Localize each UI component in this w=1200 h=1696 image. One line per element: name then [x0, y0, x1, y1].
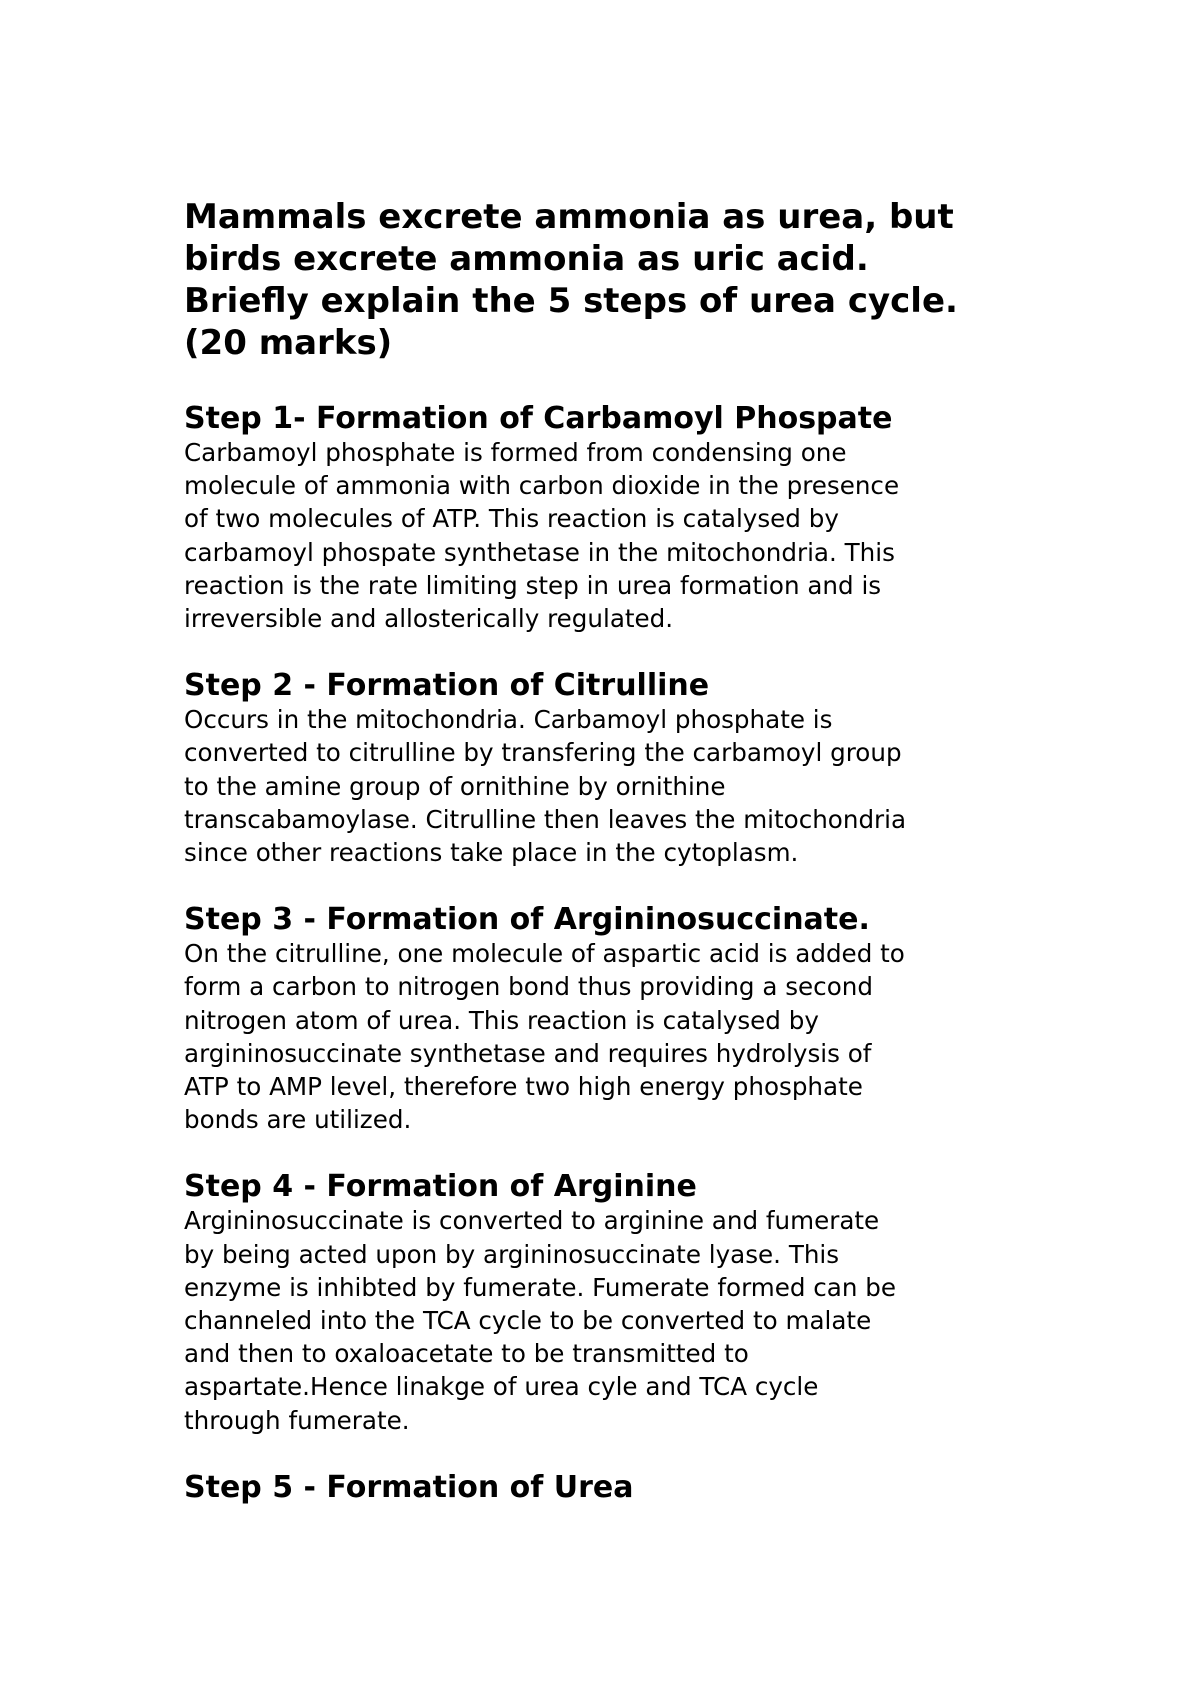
document-page — [184, 196, 1064, 1539]
step-5-heading: Step 5 - Formation of Urea — [184, 1469, 634, 1505]
step-3-heading: Step 3 - Formation of Argininosuccinate. — [184, 902, 870, 938]
step-2-body: Occurs in the mitochondria. Carbamoyl phosphate is converted to citrulline by transfering the carbamoyl group to the amine group of ornithine by ornithine transcabamoylase. Citrulline then leaves the mitochondria since other reactions take place in the cytoplasm. — [184, 705, 907, 868]
question-title: Mammals excrete ammonia as urea, but birds excrete ammonia as uric acid. Briefly explain the 5 steps of urea cycle. (20 marks) — [184, 197, 958, 363]
step-3-section — [184, 903, 1064, 1136]
step-4-section — [184, 1170, 1064, 1436]
step-1-heading: Step 1- Formation of Carbamoyl Phospate — [184, 401, 893, 436]
step-3-body: On the citrulline, one molecule of aspartic acid is added to form a carbon to nitrogen bond thus providing a second nitrogen atom of urea. This reaction is catalysed by argininosuccinate synthetase and requires hydrolysis of ATP to AMP level, therefore two high energy phosphate bonds are utilized. — [184, 939, 905, 1135]
step-2-heading: Step 2 - Formation of Citrulline — [184, 668, 710, 704]
step-2-section — [184, 669, 1064, 869]
step-4-heading: Step 4 - Formation of Arginine — [184, 1169, 697, 1205]
step-1-section — [184, 402, 1064, 635]
step-5-section — [184, 1471, 1064, 1505]
step-1-body: Carbamoyl phosphate is formed from condensing one molecule of ammonia with carbon dioxide in the presence of two molecules of ATP. This reaction is catalysed by carbamoyl phospate synthetase in the mitochondria. This reaction is the rate limiting step in urea formation and is irreversible and allosterically regulated. — [184, 438, 900, 634]
step-4-body: Argininosuccinate is converted to arginine and fumerate by being acted upon by argininosuccinate lyase. This enzyme is inhibted by fumerate. Fumerate formed can be channeled into the TCA cycle to be converted to malate and then to oxaloacetate to be transmitted to aspartate.Hence linakge of urea cyle and TCA cycle through fumerate. — [184, 1206, 897, 1435]
